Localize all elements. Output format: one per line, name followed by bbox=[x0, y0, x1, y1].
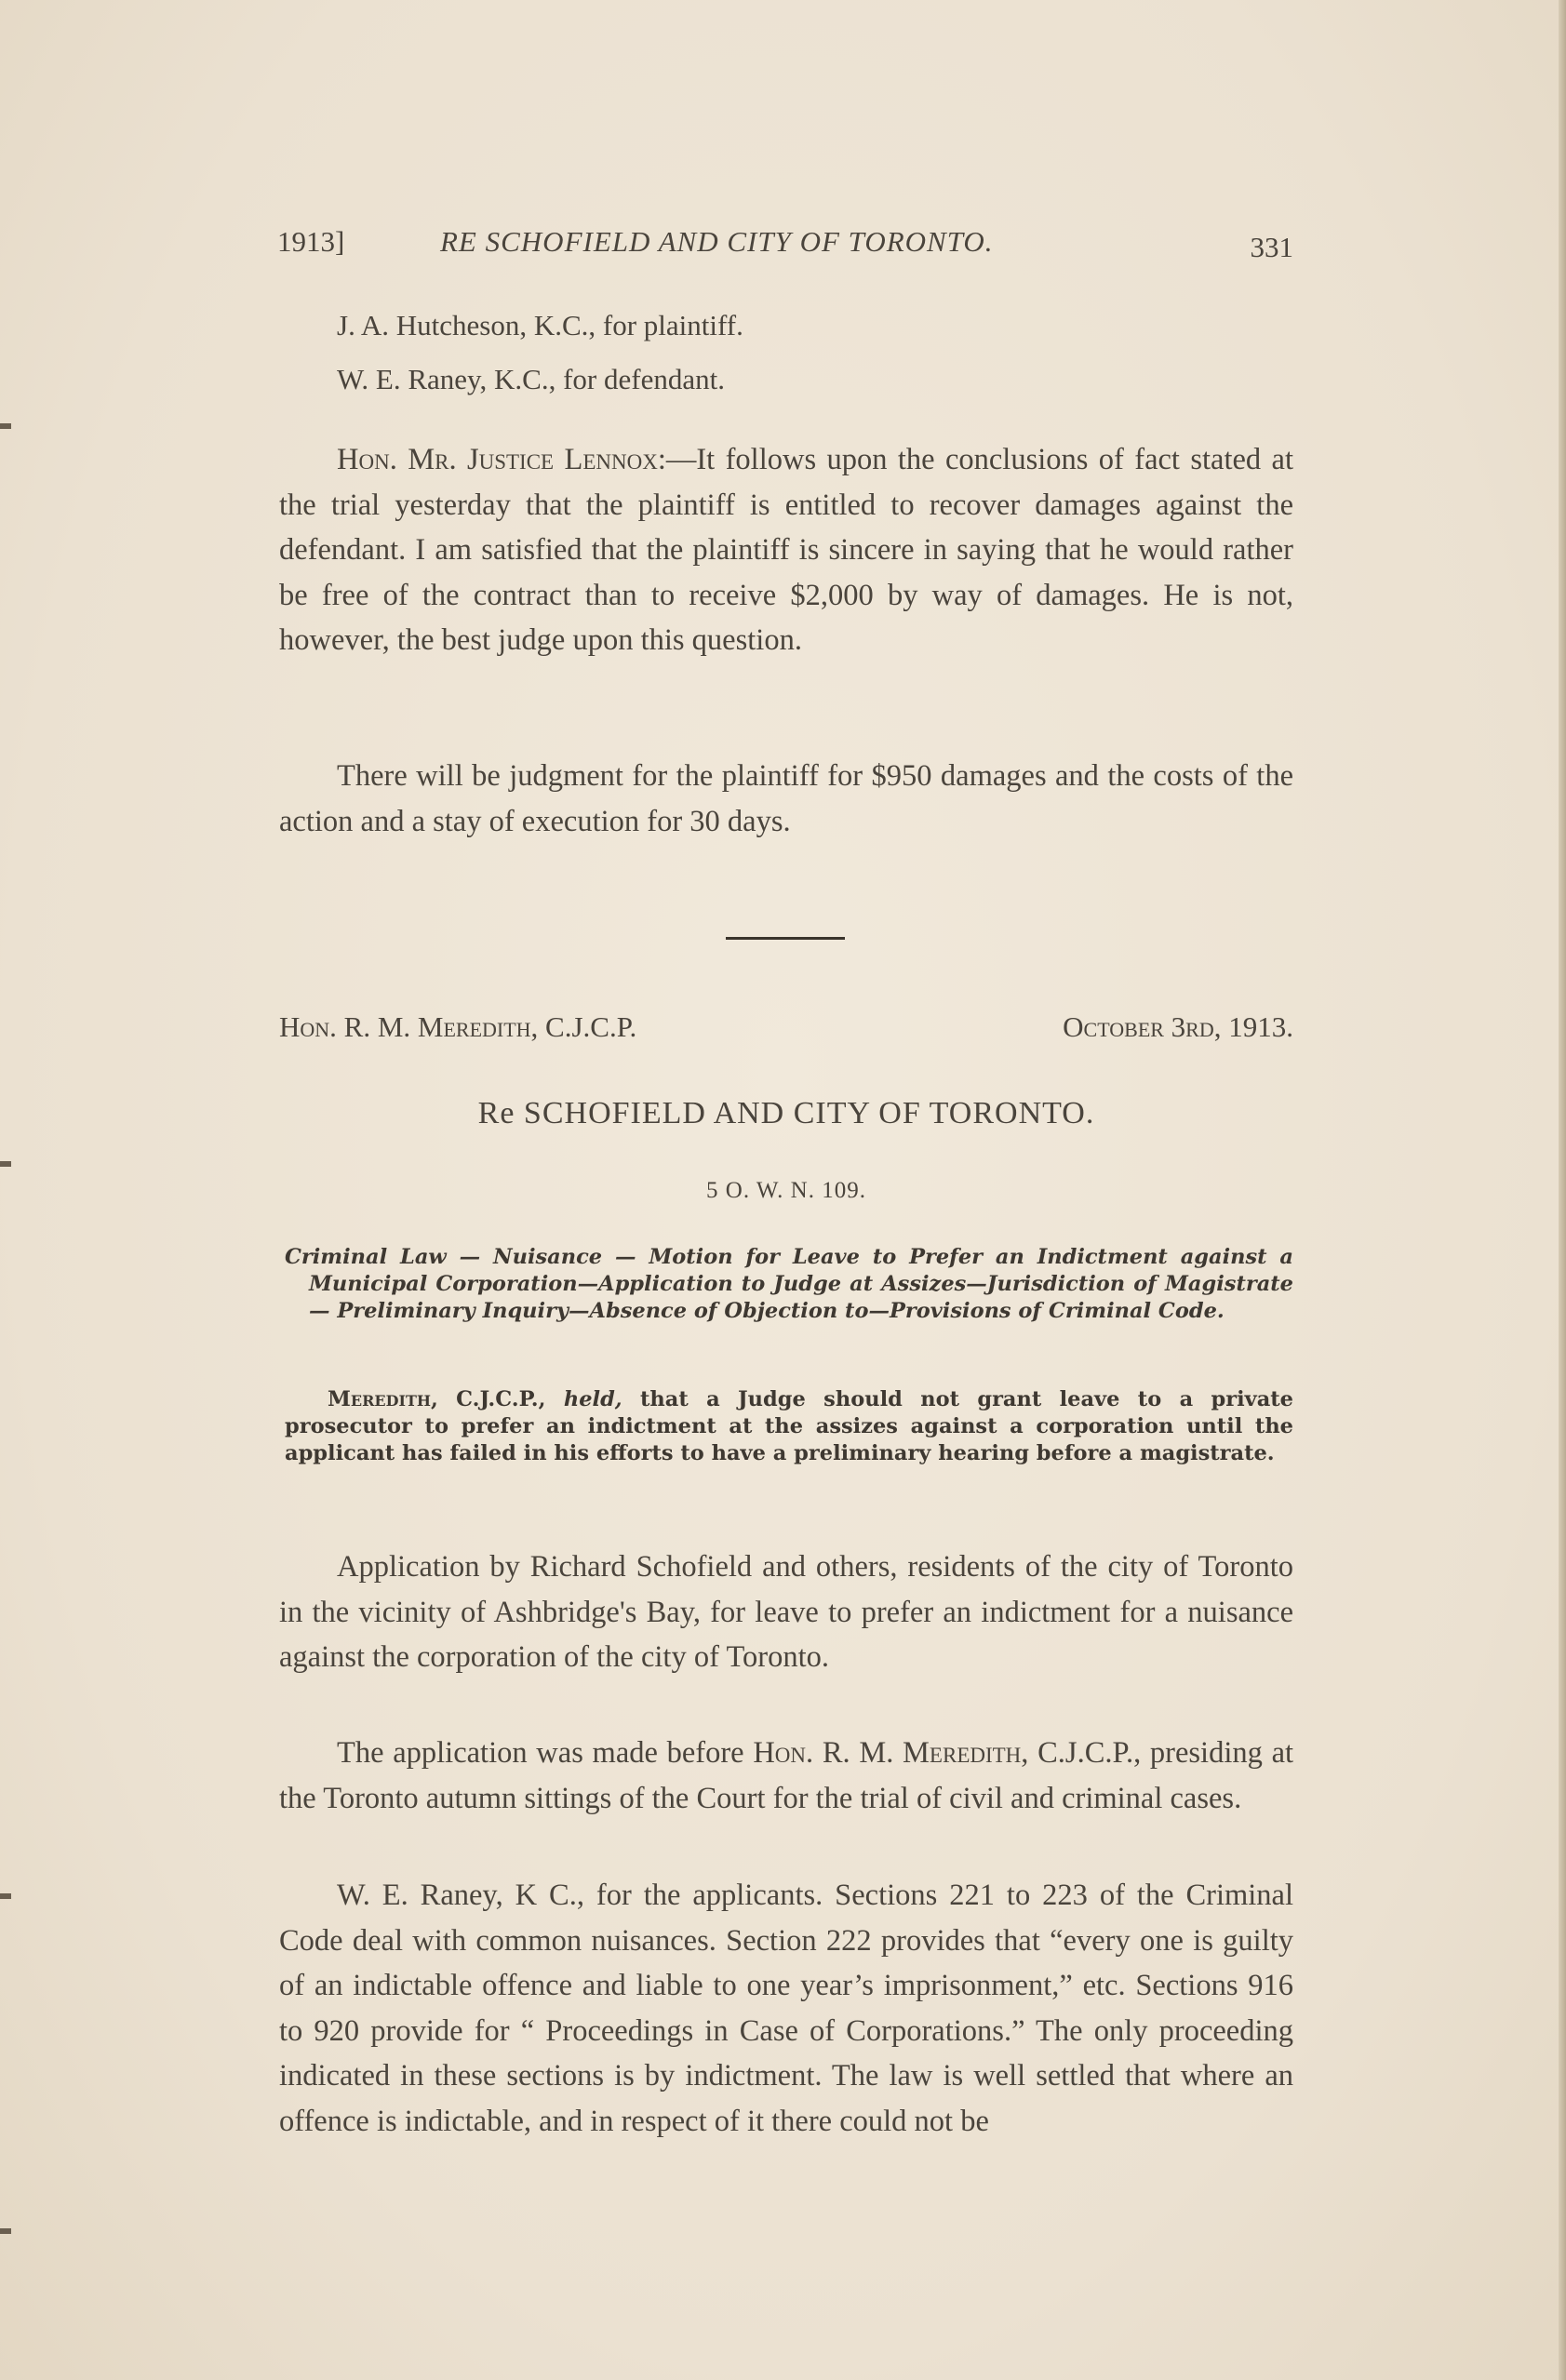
section-divider bbox=[726, 937, 845, 940]
argument-paragraph: W. E. Raney, K C., for the applicants. Sections 221 to 223 of the Criminal Code deal with common nuisances. Section 222 provides that “every one is guilty of an indictable offence and liable to one year’s imprisonment,” etc. Sections 916 to 920 provide for “ Proceedings in Case of Corporations.” The only proceeding indicated in these sections is by indictment. The law is well settled that where an offence is indictable, and in respect of it there could not be bbox=[279, 1879, 1293, 2138]
presiding-judge: Hon. R. M. Meredith, C.J.C.P. bbox=[279, 1010, 637, 1043]
page-edge bbox=[1559, 0, 1566, 2380]
application-paragraph: Application by Richard Schofield and others, residents of the city of Toronto in the vicinity of Ashbridge's Bay, for leave to prefer an indictment for a nuisance against the corporation of the city of Toronto. bbox=[279, 1550, 1293, 1674]
held-word: held, bbox=[563, 1387, 622, 1411]
counsel-defendant: W. E. Raney, K.C., for defendant. bbox=[337, 363, 725, 395]
case-byline bbox=[279, 1010, 1293, 1057]
judge-name: Hon. Mr. Justice Lennox bbox=[337, 443, 658, 476]
made-before-paragraph bbox=[279, 1731, 1293, 1821]
running-title: RE SCHOFIELD AND CITY OF TORONTO. bbox=[440, 225, 994, 258]
held-judge: Meredith, C.J.C.P., bbox=[328, 1387, 546, 1411]
running-header bbox=[277, 225, 1293, 272]
held-text: that a Judge should not grant leave to a private prosecutor to prefer an indictment at the assizes against a corporation until the applicant has failed in his efforts to have a preliminary hearing before a magistrate. bbox=[285, 1387, 1294, 1465]
made-before-rest: C.J.C.P., presiding at the Toronto autumn sittings of the Court for the trial of civil and criminal cases. bbox=[279, 1736, 1294, 1815]
header-year: 1913] bbox=[277, 225, 345, 258]
case-date: October 3rd, 1913. bbox=[1063, 1010, 1293, 1043]
margin-mark bbox=[0, 2228, 11, 2234]
judgment-text: :—It follows upon the conclusions of fact stated at the trial yesterday that the plaintiff is entitled to recover damages against the defendant. I am satisfied that the plaintiff is sincere in saying that he would rather be free of the contract than to receive $2,000 by way of damages. He is not, however, the best judge upon this question. bbox=[279, 443, 1293, 657]
made-before-judge: Hon. R. M. Meredith, bbox=[753, 1736, 1029, 1770]
counsel-plaintiff: J. A. Hutcheson, K.C., for plaintiff. bbox=[337, 309, 743, 341]
page-number: 331 bbox=[1250, 231, 1293, 263]
catchwords: Criminal Law — Nuisance — Motion for Leave to Prefer an Indictment against a Municipal Corporation—Application to Judge at Assizes—Jurisdiction of Magistrate — Preliminary Inquiry—Absence of Objection to—Provisions of Criminal Code. bbox=[285, 1245, 1293, 1323]
judgment-order: There will be judgment for the plaintiff for $950 damages and the costs of the action and a stay of execution for 30 days. bbox=[279, 759, 1293, 838]
margin-mark bbox=[0, 1161, 11, 1167]
margin-mark bbox=[0, 423, 11, 429]
headnote-holding bbox=[285, 1386, 1293, 1467]
case-citation: 5 O. W. N. 109. bbox=[706, 1178, 866, 1203]
made-before-text: The application was made before bbox=[337, 1736, 744, 1770]
case-title: Re SCHOFIELD AND CITY OF TORONTO. bbox=[477, 1096, 1095, 1130]
judgment-paragraph bbox=[279, 437, 1293, 663]
margin-mark bbox=[0, 1893, 11, 1899]
